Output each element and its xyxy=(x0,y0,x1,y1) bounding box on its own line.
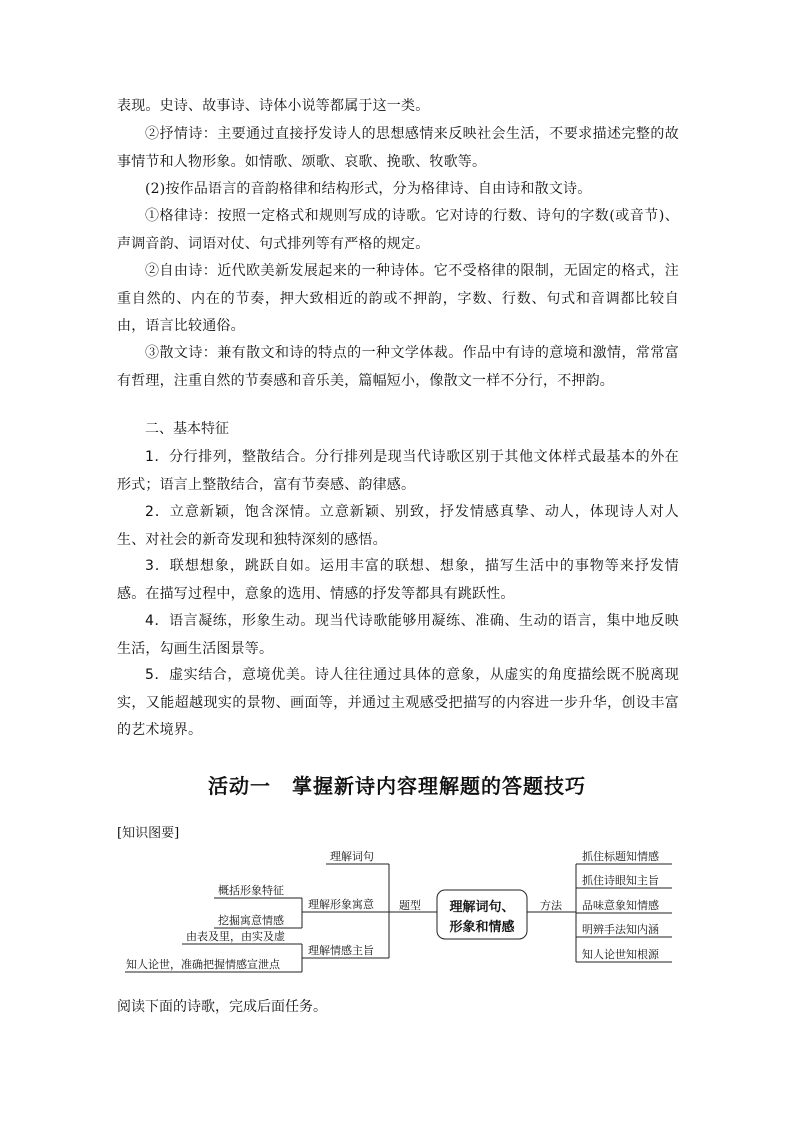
feature-text: 分行排列是现当代诗歌区别于其他文体样式最基本的外在形式；语言上整散结合，富有节奏感、韵律感。 xyxy=(117,449,679,493)
mindmap-center-line2: 形象和情感 xyxy=(449,920,515,935)
feature-text: 现当代诗歌能够用凝练、准确、生动的语言，集中地反映生活，勾画生活图景等。 xyxy=(117,613,679,657)
task-instruction: 阅读下面的诗歌，完成后面任务。 xyxy=(117,999,327,1015)
feature-lead: 5．虚实结合，意境优美。 xyxy=(145,667,315,683)
feature-lead: 3．联想想象，跳跃自如。 xyxy=(145,558,320,574)
activity-title: 活动一 掌握新诗内容理解题的答题技巧 xyxy=(208,774,586,798)
mindmap-right-label: 方法 xyxy=(540,899,562,912)
para-prose-poem: ③散文诗：兼有散文和诗的特点的一种文学体裁。作品中有诗的意境和激情，常常富有哲理，注重自然的节奏感和音乐美，篇幅短小，像散文一样不分行，不押韵。 xyxy=(117,345,679,389)
mindmap-emotion-sub: 知人论世，准确把握情感宣泄点 xyxy=(126,958,280,971)
feature-lead: 2．立意新颖，饱含深情。 xyxy=(145,504,320,520)
mindmap-center-line1: 理解词句、 xyxy=(449,900,515,915)
feature-text: 诗人往往通过具体的意象，从虚实的角度描绘既不脱离现实，又能超越现实的景物、画面等，并通过主观感受把描写的内容进一步升华，创设丰富的艺术境界。 xyxy=(117,667,679,738)
mindmap-image-sub: 概括形象特征 xyxy=(218,884,284,897)
para-regulated-verse: ①格律诗：按照一定格式和规则写成的诗歌。它对诗的行数、诗句的字数(或音节)、声调音韵、词语对仗、句式排列等有严格的规定。 xyxy=(117,208,679,252)
feature-text: 运用丰富的联想、想象，描写生活中的事物等来抒发情感。在描写过程中，意象的选用、情感的抒发等都具有跳跃性。 xyxy=(117,558,679,602)
feature-lead: 4．语言凝练，形象生动。 xyxy=(145,613,315,629)
section-heading-features: 二、基本特征 xyxy=(145,421,229,437)
mindmap-left-label: 题型 xyxy=(399,899,421,912)
para-lyric-poem: ②抒情诗：主要通过直接抒发诗人的思想感情来反映社会生活，不要求描述完整的故事情节和人物形象。如情歌、颂歌、哀歌、挽歌、牧歌等。 xyxy=(117,126,679,170)
mindmap-method: 抓住标题知情感 xyxy=(582,850,659,863)
para-classify-by-form: (2)按作品语言的音韵格律和结构形式，分为格律诗、自由诗和散文诗。 xyxy=(145,181,592,197)
para-intro-end: 表现。史诗、故事诗、诗体小说等都属于这一类。 xyxy=(117,98,430,114)
para-free-verse: ②自由诗：近代欧美新发展起来的一种诗体。它不受格律的限制，无固定的格式，注重自然的、内在的节奏，押大致相近的韵或不押韵，字数、行数、句式和音调都比较自由，语言比较通俗。 xyxy=(117,263,679,334)
mindmap-method: 抓住诗眼知主旨 xyxy=(582,874,659,887)
feature-lead: 1．分行排列，整散结合。 xyxy=(145,449,315,465)
mindmap-method: 品味意象知情感 xyxy=(582,899,659,912)
knowledge-map-label: [知识图要] xyxy=(117,826,180,841)
mindmap-method: 明辨手法知内涵 xyxy=(582,923,659,936)
mindmap-image-sub: 挖掘寓意情感 xyxy=(218,914,284,927)
mindmap-type: 理解词句 xyxy=(330,850,374,863)
feature-text: 立意新颖、别致，抒发情感真挚、动人，体现诗人对人生、对社会的新奇发现和独特深刻的感悟。 xyxy=(117,504,679,548)
mindmap-method: 知人论世知根源 xyxy=(582,948,659,961)
mindmap-type: 理解情感主旨 xyxy=(308,944,374,957)
mindmap-type: 理解形象寓意 xyxy=(308,898,374,911)
mindmap-emotion-sub: 由表及里，由实及虚 xyxy=(186,930,285,943)
